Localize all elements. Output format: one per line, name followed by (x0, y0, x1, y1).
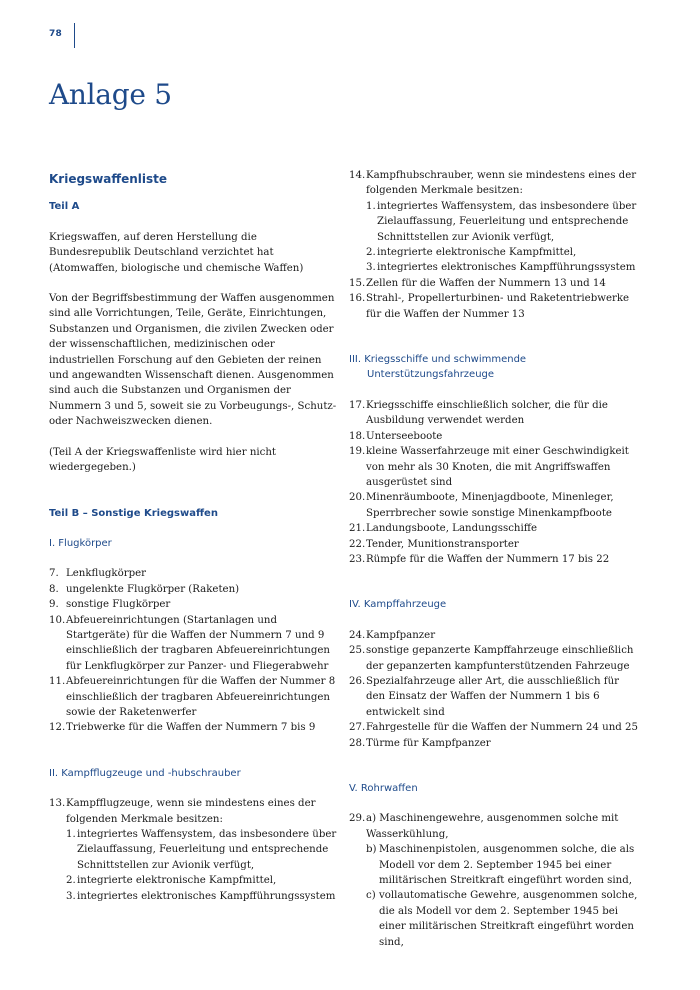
page-title: Anlage 5 (49, 78, 172, 111)
paragraph: (Teil A der Kriegswaffenliste wird hier nicht wiedergegeben.) (49, 446, 277, 474)
list-item: 8. ungelenkte Flugkörper (Raketen) (49, 583, 240, 595)
list-item: 11. Abfeuereinrichtungen für die Waffen der Nummer 8 einschließlich der tragbaren Abfeuereinrichtungen sowie der Raketenwerfer (49, 676, 336, 718)
list-item: 13. Kampfflugzeuge, wenn sie mindestens eines der folgenden Merkmale besitzen: (49, 798, 316, 825)
list-item: 10. Abfeuereinrichtungen (Startanlagen und Startgeräte) für die Waffen der Nummern 7 und 9 einschließlich der tragbaren Abfeuereinrichtungen für Lenkflugkörper zur Panzer- und Fliegerabwehr (49, 614, 330, 672)
teil-a-heading: Teil A (49, 201, 80, 213)
right-column (349, 168, 641, 950)
sub-list-item: c) vollautomatische Gewehre, ausgenommen solche, die als Modell vor dem 2. September 1945 bei einer militärischen Streitkraft eingeführt worden sind, (366, 890, 638, 948)
sub-list-item: 1. integriertes Waffensystem, das insbesondere über Zielauffassung, Feuerleitung und entsprechende Schnittstellen zur Avionik verfügt, (66, 829, 337, 871)
list-item: 7. Lenkflugkörper (49, 568, 147, 580)
paragraph: Kriegswaffen, auf deren Herstellung die Bundesrepublik Deutschland verzichtet hat (Atomwaffen, biologische und chemische Waffen) (49, 231, 304, 274)
list-item: 12. Triebwerke für die Waffen der Nummern 7 bis 9 (49, 722, 316, 734)
list-item: 26. Spezialfahrzeuge aller Art, die ausschließlich für den Einsatz der Waffen der Nummern 1 bis 6 entwickelt sind (349, 675, 620, 718)
list-item: 17. Kriegsschiffe einschließlich solcher, die für die Ausbildung verwendet werden (349, 399, 608, 427)
list-item: 24. Kampfpanzer (349, 629, 436, 641)
list-item: 23. Rümpfe für die Waffen der Nummern 17 bis 22 (349, 553, 610, 565)
list-item: 14. Kampfhubschrauber, wenn sie mindestens eines der folgenden Merkmale besitzen: (349, 170, 637, 197)
list-item: 22. Tender, Munitionstransporter (349, 538, 519, 550)
list-item: 18. Unterseeboote (349, 430, 443, 442)
section-heading-rohrwaffen: V. Rohrwaffen (349, 783, 418, 794)
list-heading: Kriegswaffenliste (49, 172, 168, 186)
list-item: 25. sonstige gepanzerte Kampffahrzeuge einschließlich der gepanzerten kampfunterstützenden Fahrzeuge (349, 645, 634, 672)
paragraph: Von der Begriffsbestimmung der Waffen ausgenommen sind alle Vorrichtungen, Teile, Geräte, Einrichtungen, Substanzen und Organismen, die zivilen Zwecken oder der wissenschaftlichen, medizinischen oder industriellen Forschung auf den Gebieten der reinen und angewandten Wissenschaft dienen. Ausgenommen sind auch die Substanzen und Organismen der Nummern 3 und 5, soweit sie zu Vorbeugungs-, Schutz- oder Nachweiszwecken dienen. (49, 293, 337, 428)
section-heading-kriegsschiffe: III. Kriegsschiffe und schwimmende Unterstützungsfahrzeuge (349, 354, 527, 381)
list-flugkoerper (49, 566, 337, 735)
sub-list-item: 2. integrierte elektronische Kampfmittel, (66, 875, 277, 887)
section-heading-flugkoerper: I. Flugkörper (49, 537, 112, 549)
list-item: 29. a) Maschinengewehre, ausgenommen solche mit Wasserkühlung, (349, 813, 619, 840)
list-item: 9. sonstige Flugkörper (49, 599, 171, 611)
page-number: 78 (49, 29, 63, 39)
list-item: 15. Zellen für die Waffen der Nummern 13 und 14 (349, 277, 606, 289)
list-item: 28. Türme für Kampfpanzer (349, 737, 491, 749)
list-item: 27. Fahrgestelle für die Waffen der Nummern 24 und 25 (349, 722, 638, 734)
list-item: 16. Strahl-, Propellerturbinen- und Raketentriebwerke für die Waffen der Nummer 13 (349, 293, 630, 320)
teil-b-heading: Teil B – Sonstige Kriegswaffen (49, 507, 218, 519)
sub-list-item: 2. integrierte elektronische Kampfmittel, (366, 247, 577, 259)
sub-list-item: 1. integriertes Waffensystem, das insbesondere über Zielauffassung, Feuerleitung und entsprechende Schnittstellen zur Avionik verfügt, (366, 200, 637, 243)
page-number-divider (74, 23, 75, 48)
section-heading-kampfflugzeuge: II. Kampfflugzeuge und -hubschrauber (49, 767, 241, 779)
list-item: 21. Landungsboote, Landungsschiffe (349, 523, 537, 535)
list-item: 19. kleine Wasserfahrzeuge mit einer Geschwindigkeit von mehr als 30 Knoten, die mit Angriffswaffen ausgerüstet sind (349, 446, 629, 488)
sub-list-item: b) Maschinenpistolen, ausgenommen solche, die als Modell vor dem 2. September 1945 bei einer militärischen Streitkraft eingeführt worden sind, (366, 844, 635, 887)
section-heading-kampffahrzeuge: IV. Kampffahrzeuge (349, 599, 447, 611)
sub-list-item: 3. integriertes elektronisches Kampfführungssystem (66, 890, 336, 902)
list-item: 20. Minenräumboote, Minenjagdboote, Minenleger, Sperrbrecher sowie sonstige Minenkampfboote (349, 492, 614, 519)
left-column (49, 168, 337, 904)
sub-list-item: 3. integriertes elektronisches Kampfführungssystem (366, 262, 636, 274)
